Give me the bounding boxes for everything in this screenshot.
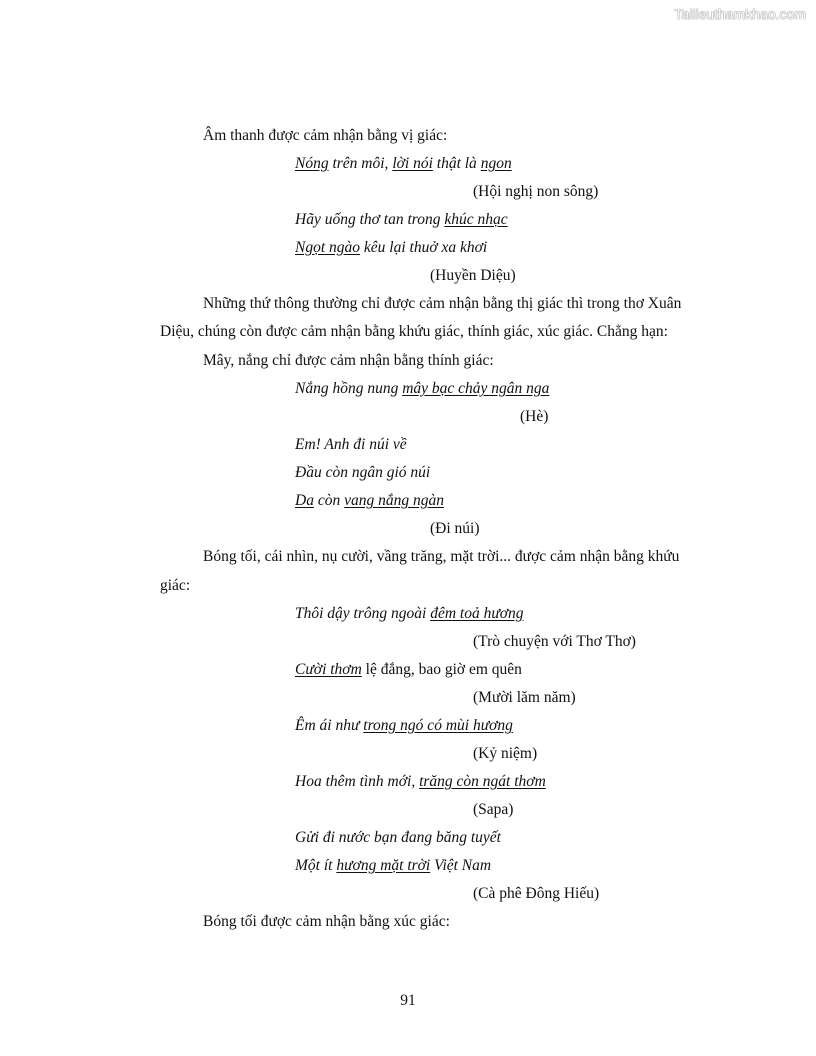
underlined-phrase: ngon: [480, 155, 512, 172]
poem-line: [295, 154, 512, 174]
underlined-phrase: hương mặt trời: [336, 857, 431, 874]
underlined-phrase: mây bạc chảy ngân nga: [402, 380, 550, 397]
poem-line: [295, 491, 444, 511]
text-segment: (Huyền Diệu): [430, 267, 516, 284]
poem-line: [295, 828, 501, 848]
poem-source: [473, 632, 636, 652]
underlined-phrase: Da: [295, 492, 314, 509]
text-segment: thật là: [432, 155, 481, 172]
underlined-phrase: Nóng: [295, 155, 329, 172]
text-segment: (Hè): [520, 408, 549, 425]
poem-line: [295, 856, 491, 876]
text-segment: Đầu còn ngân gió núi: [295, 464, 431, 481]
text-segment: Những thứ thông thường chỉ được cảm nhận bằng thị giác thì trong thơ Xuân: [203, 295, 682, 312]
underlined-phrase: vang nắng ngàn: [344, 492, 444, 509]
text-segment: Thôi dậy trông ngoài: [295, 605, 431, 622]
text-segment: Việt Nam: [430, 857, 492, 874]
text-segment: (Trò chuyện với Thơ Thơ): [473, 633, 636, 650]
text-segment: Mây, nắng chỉ được cảm nhận bằng thính giác:: [203, 352, 494, 369]
text-segment: giác:: [160, 577, 191, 594]
poem-line: [295, 716, 513, 736]
poem-source: [520, 407, 548, 427]
poem-line: [295, 660, 522, 680]
text-segment: (Đi núi): [430, 520, 480, 537]
text-segment: Âm thanh được cảm nhận bằng vị giác:: [203, 127, 448, 144]
poem-source: [473, 800, 513, 820]
text-line: [203, 912, 450, 932]
watermark: Tailieuthamkhao.com: [674, 6, 806, 22]
underlined-phrase: trăng còn ngát thơm: [419, 773, 546, 790]
text-segment: Diệu, chúng còn được cảm nhận bằng khứu giác, thính giác, xúc giác. Chẳng hạn:: [160, 323, 668, 340]
underlined-phrase: Cười thơm: [295, 661, 362, 678]
text-segment: (Mười lăm năm): [473, 689, 576, 706]
poem-line: [295, 210, 508, 230]
underlined-phrase: trong ngó có mùi hương: [363, 717, 513, 734]
poem-source: [473, 744, 537, 764]
poem-source: [473, 182, 598, 202]
poem-line: [295, 463, 430, 483]
text-line: [203, 126, 447, 146]
text-line: [160, 576, 190, 596]
text-segment: Bóng tối, cái nhìn, nụ cười, vầng trăng, mặt trời... được cảm nhận bằng khứu: [203, 548, 680, 565]
underlined-phrase: Ngọt ngào: [295, 239, 361, 256]
underlined-phrase: đêm toả hương: [430, 605, 524, 622]
poem-source: [430, 266, 516, 286]
text-segment: Em! Anh đi núi về: [295, 436, 407, 453]
page-number: 91: [400, 992, 416, 1009]
text-segment: Nắng hồng nung: [295, 380, 403, 397]
text-segment: Hoa thêm tình mới,: [295, 773, 420, 790]
poem-source: [473, 884, 599, 904]
underlined-phrase: lời nói: [392, 155, 433, 172]
text-segment: Một ít: [295, 857, 337, 874]
poem-source: [473, 688, 576, 708]
text-line: [160, 322, 668, 342]
text-line: [203, 351, 494, 371]
text-segment: còn: [313, 492, 345, 509]
text-segment: trên môi,: [328, 155, 393, 172]
text-segment: Gửi đi nước bạn đang băng tuyết: [295, 829, 501, 846]
poem-line: [295, 604, 524, 624]
text-segment: Êm ái như: [295, 717, 364, 734]
text-segment: Bóng tối được cảm nhận bằng xúc giác:: [203, 913, 450, 930]
poem-line: [295, 379, 549, 399]
text-segment: (Cà phê Đông Hiếu): [473, 885, 600, 902]
poem-source: [430, 519, 480, 539]
text-segment: (Kỷ niệm): [473, 745, 538, 762]
poem-line: [295, 772, 546, 792]
text-segment: Hãy uống thơ tan trong: [295, 211, 445, 228]
poem-line: [295, 238, 487, 258]
text-segment: lệ đắng, bao giờ em quên: [361, 661, 522, 678]
text-line: [203, 547, 679, 567]
underlined-phrase: khúc nhạc: [444, 211, 508, 228]
text-segment: (Hội nghị non sông): [473, 183, 599, 200]
poem-line: [295, 435, 407, 455]
text-segment: kêu lại thuở xa khơi: [360, 239, 488, 256]
text-segment: (Sapa): [473, 801, 514, 818]
text-line: [203, 294, 681, 314]
